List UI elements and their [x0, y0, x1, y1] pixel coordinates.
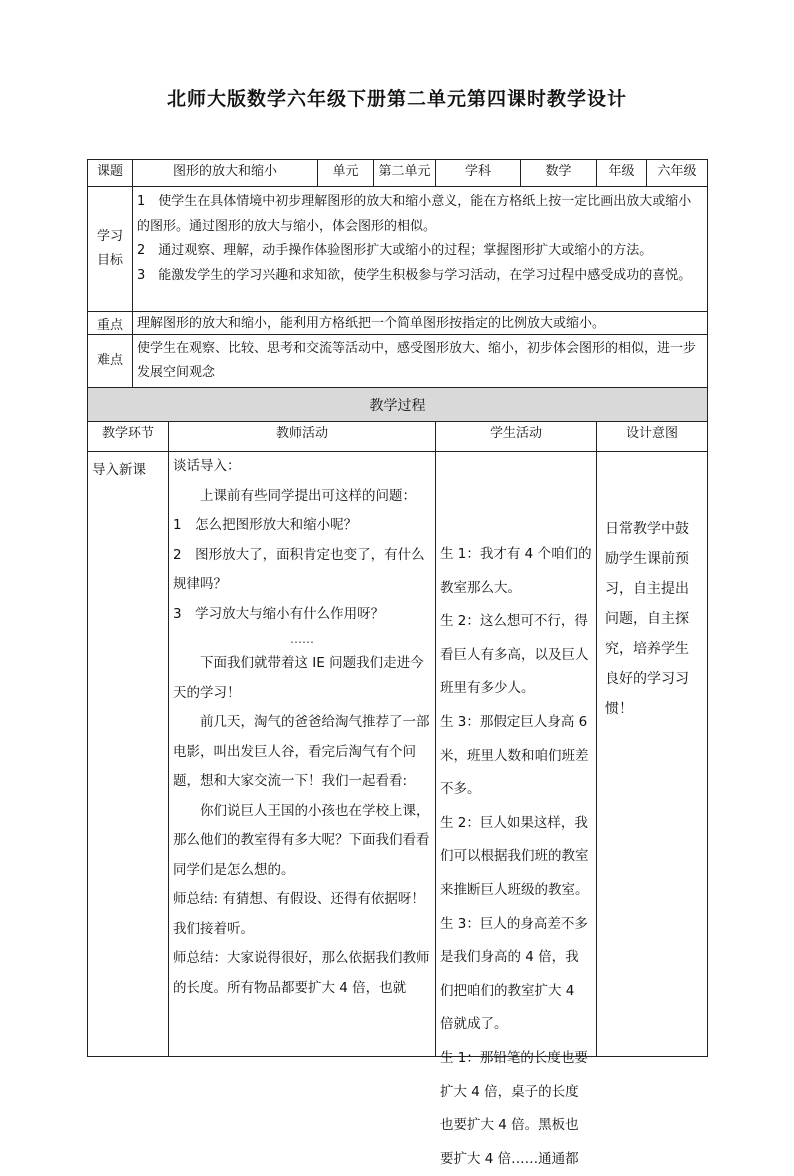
teacher-activity-cell [169, 452, 436, 1057]
student-line: 生 3：那假定巨人身高 6 米，班里人数和咱们班差不多。 [440, 713, 589, 798]
student-line: 生 3：巨人的身高差不多是我们身高的 4 倍，我们把咱们的教室扩大 4 倍就成了。 [440, 915, 588, 1033]
process-banner-row [88, 388, 708, 422]
stage-label: 导入新课 [92, 462, 146, 478]
student-line: 生 2：巨人如果这样，我们可以根据我们班的教室来推断巨人班级的教室。 [440, 814, 589, 898]
col-teacher: 教师活动 [169, 422, 436, 452]
document-title: 北师大版数学六年级下册第二单元第四课时教学设计 [166, 88, 627, 110]
grade-label: 年级 [597, 160, 647, 187]
teacher-line: 师总结: 有猜想、有假设、还得有依据呀！我们接着听。 [173, 891, 425, 937]
teacher-line: 2 图形放大了，面积肯定也变了，有什么规律吗？ [173, 546, 425, 592]
subject-label: 学科 [436, 160, 521, 187]
teacher-line: 你们说巨人王国的小孩也在学校上课，那么他们的教室得有多大呢？下面我们看看同学们是怎么想的。 [173, 802, 430, 878]
goal-item-2: 2 通过观察、理解，动手操作体验图形扩大或缩小的过程；掌握图形扩大或缩小的方法。 [137, 243, 653, 258]
key-point-text: 理解图形的放大和缩小，能利用方格纸把一个简单图形按指定的比例放大或缩小。 [133, 312, 708, 335]
teacher-line: 下面我们就带着这 IE 问题我们走进今天的学习！ [173, 655, 424, 701]
grade-value: 六年级 [647, 160, 708, 187]
goals-label-text: 学习目标 [96, 229, 123, 268]
topic-value: 图形的放大和缩小 [133, 160, 318, 187]
student-line: 生 2：这么想可不行，得看巨人有多高，以及巨人班里有多少人。 [440, 613, 589, 697]
design-intent-cell [597, 452, 708, 1057]
difficulty-label: 难点 [88, 335, 133, 388]
student-activity-cell [436, 452, 597, 1167]
lesson-plan-table [87, 159, 708, 1167]
col-intent: 设计意图 [597, 422, 708, 452]
goals-content [133, 187, 708, 312]
unit-value: 第二单元 [374, 160, 436, 187]
teacher-line: 师总结：大家说得很好，那么依据我们教师的长度。所有物品都要扩大 4 倍，也就 [173, 950, 430, 996]
goal-item-1: 1 使学生在具体情境中初步理解图形的放大和缩小意义，能在方格纸上按一定比画出放大或缩小的图形。通过图形的放大与缩小，体会图形的相似。 [137, 194, 692, 234]
teacher-line: 谈话导入： [173, 458, 241, 474]
teacher-line: 前几天，淘气的爸爸给淘气推荐了一部电影，叫出发巨人谷，看完后淘气有个问题，想和大家交流一下！我们一起看看: [173, 714, 430, 789]
teacher-line: …… [290, 632, 314, 646]
difficulty-text: 使学生在观察、比较、思考和交流等活动中，感受图形放大、缩小，初步体会图形的相似，进一步发展空间观念 [133, 335, 708, 388]
key-point-row [88, 312, 708, 335]
design-intent-text: 日常教学中鼓励学生课前预习，自主提出问题，自主探究，培养学生良好的学习习惯！ [605, 521, 690, 717]
unit-label: 单元 [318, 160, 374, 187]
topic-label: 课题 [88, 160, 133, 187]
col-student: 学生活动 [436, 422, 597, 452]
process-row-intro [88, 452, 708, 1057]
process-banner: 教学过程 [88, 388, 708, 422]
difficulty-row [88, 335, 708, 388]
teacher-line: 上课前有些同学提出可这样的问题： [200, 487, 416, 504]
student-line: 生 1：那铅笔的长度也要扩大 4 倍，桌子的长度也要扩大 4 倍。黑板也要扩大 4 倍……通通都 [440, 1049, 588, 1167]
goals-label [88, 187, 133, 312]
teacher-line: 1 怎么把图形放大和缩小呢？ [173, 517, 358, 533]
teacher-line: 3 学习放大与缩小有什么作用呀？ [173, 605, 385, 622]
student-line: 生 1：我才有 4 个咱们的教室那么大。 [440, 546, 592, 596]
process-header-row [88, 422, 708, 452]
col-stage: 教学环节 [88, 422, 169, 452]
goal-item-3: 3 能激发学生的学习兴趣和求知欲，使学生积极参与学习活动，在学习过程中感受成功的喜悦。 [137, 267, 692, 283]
subject-value: 数学 [521, 160, 597, 187]
header-row [88, 160, 708, 187]
goals-row [88, 187, 708, 312]
key-point-label: 重点 [88, 312, 133, 335]
stage-cell [88, 452, 169, 1057]
